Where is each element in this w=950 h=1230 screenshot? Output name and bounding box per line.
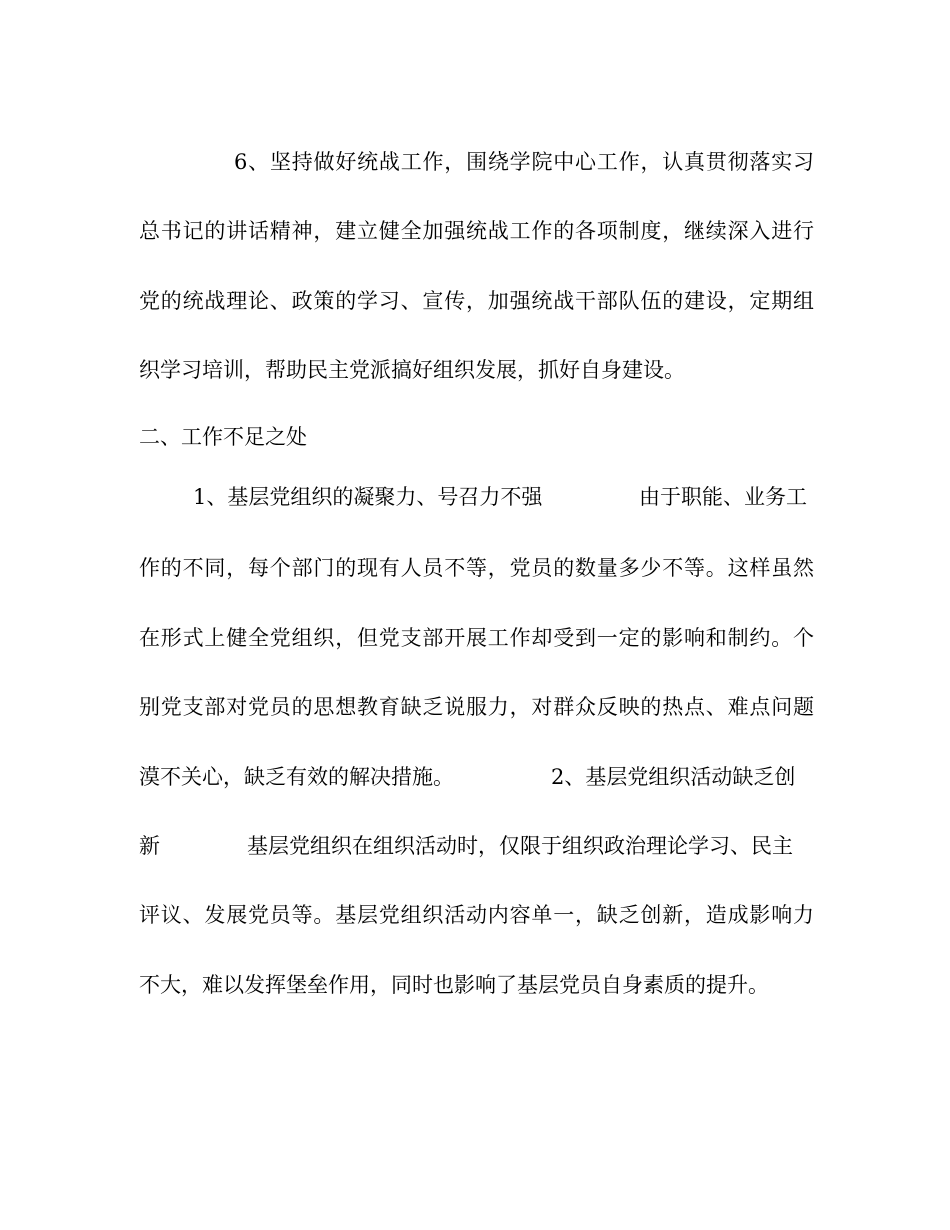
issue-1-line-5 [139, 760, 814, 794]
issue-2-line-4: 不大，难以发挥堡垒作用，同时也影响了基层党员自身素质的提升。 [139, 973, 769, 997]
issue-2-line-3: 评议、发展党员等。基层党组织活动内容单一，缺乏创新，造成影响力 [139, 903, 814, 927]
issue-2-line-2 [139, 829, 814, 863]
issue-1-line-4: 别党支部对党员的思想教育缺乏说服力，对群众反映的热点、难点问题 [139, 695, 814, 719]
issue-2-title-end: 新 [139, 834, 160, 858]
issue-2-title-start: 2、基层党组织活动缺乏创 [551, 765, 796, 789]
issue-1-text-start: 由于职能、业务工 [639, 485, 807, 509]
issue-1-title: 1、基层党组织的凝聚力、号召力不强 [193, 485, 543, 509]
text-run: 6、坚持做好统战工作，围绕学院中心工作，认真贯彻落实习 [234, 150, 814, 174]
paragraph-6-line-2: 总书记的讲话精神，建立健全加强统战工作的各项制度，继续深入进行 [139, 219, 814, 243]
section-heading: 二、工作不足之处 [139, 425, 307, 449]
issue-1-line-1 [139, 480, 814, 514]
paragraph-6-line-1 [139, 145, 814, 179]
issue-1-line-3: 在形式上健全党组织，但党支部开展工作却受到一定的影响和制约。个 [139, 626, 814, 650]
paragraph-6-line-4: 织学习培训，帮助民主党派搞好组织发展，抓好自身建设。 [139, 358, 685, 382]
paragraph-6-line-3: 党的统战理论、政策的学习、宣传，加强统战干部队伍的建设，定期组 [139, 289, 814, 313]
issue-1-text-end: 漠不关心，缺乏有效的解决措施。 [139, 765, 454, 789]
issue-2-text-start: 基层党组织在组织活动时，仅限于组织政治理论学习、民主 [247, 834, 793, 858]
issue-1-line-2: 作的不同，每个部门的现有人员不等，党员的数量多少不等。这样虽然 [139, 556, 814, 580]
